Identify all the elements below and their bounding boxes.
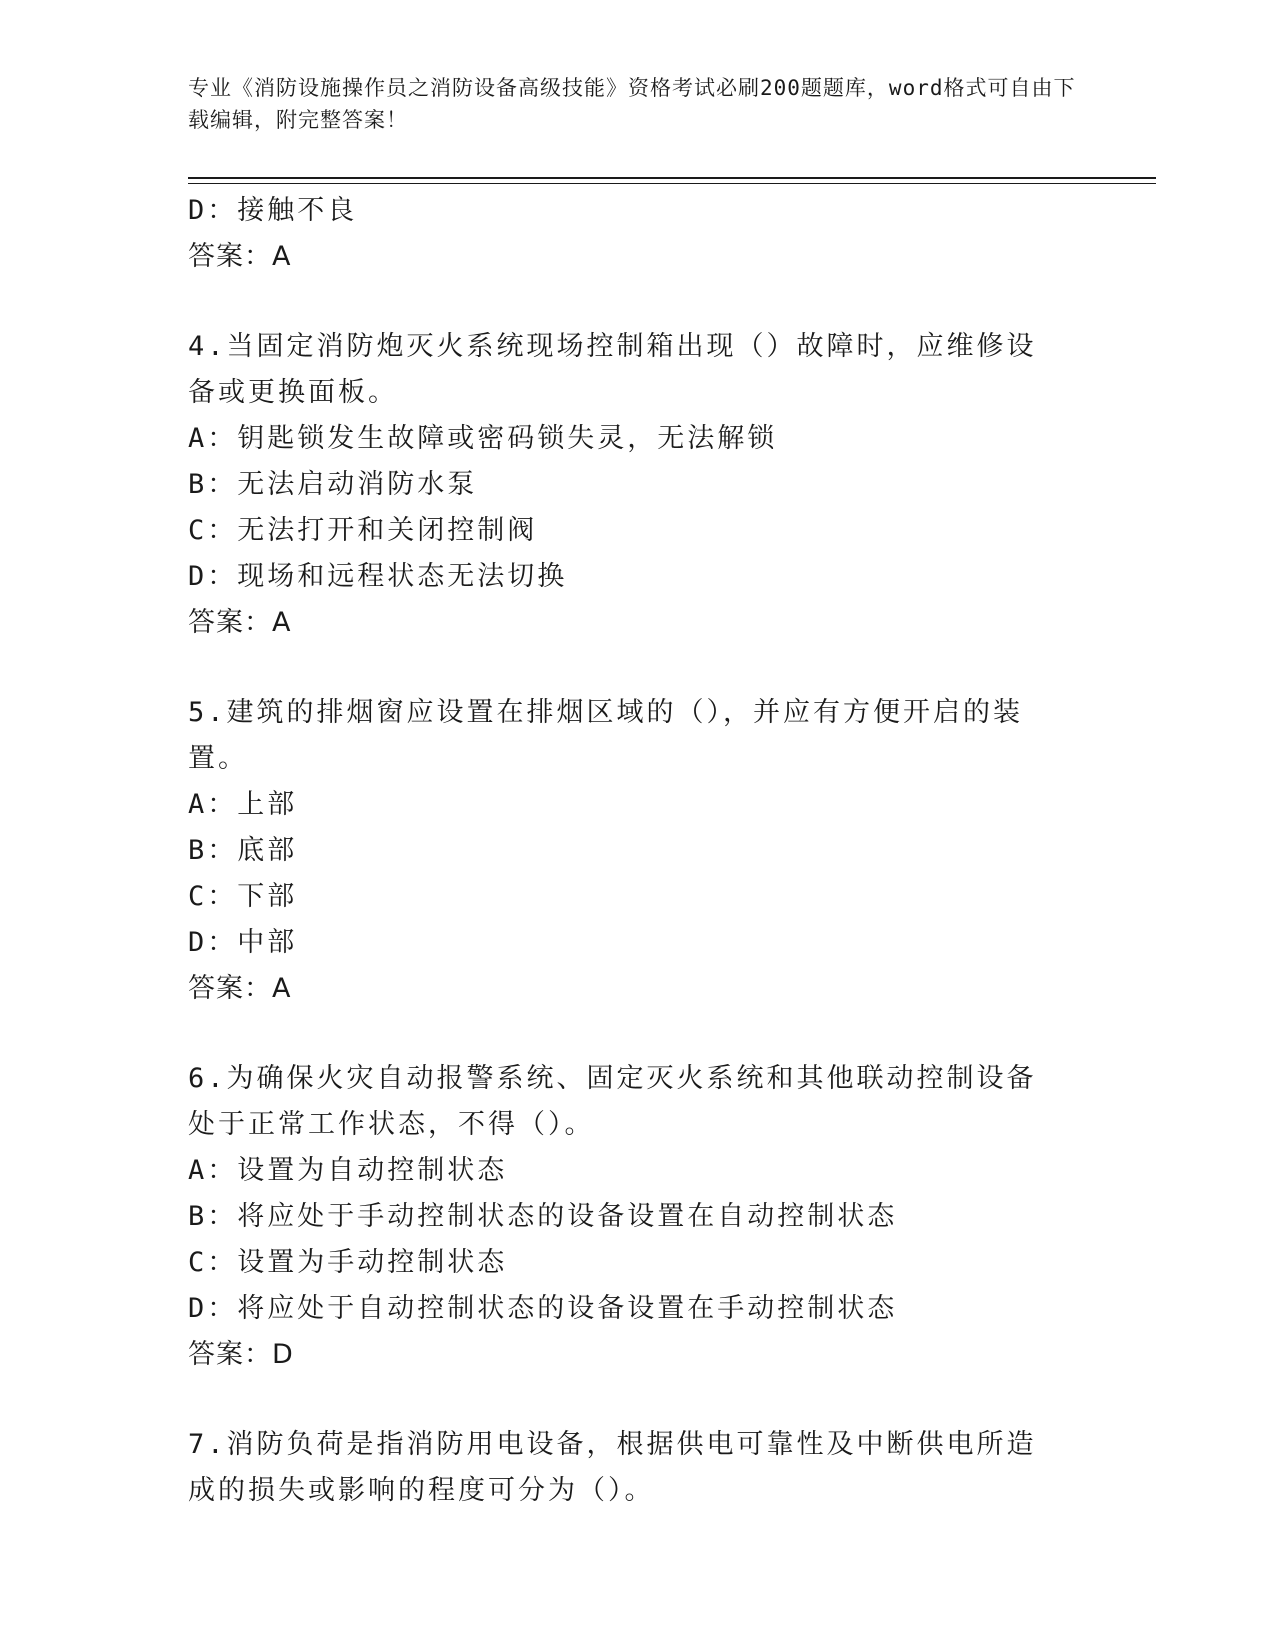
- answer: 答案：A: [188, 973, 292, 1004]
- option-d: D：现场和远程状态无法切换: [188, 561, 568, 592]
- answer: 答案：D: [188, 1339, 294, 1370]
- question-text: 6.为确保火灾自动报警系统、固定灭火系统和其他联动控制设备处于正常工作状态，不得（）。: [188, 1063, 1037, 1140]
- answer: 答案：A: [188, 241, 292, 272]
- answer: 答案：A: [188, 607, 292, 638]
- question-text: 4.当固定消防炮灭火系统现场控制箱出现（）故障时，应维修设备或更换面板。: [188, 331, 1037, 408]
- question-7: [188, 1422, 1078, 1514]
- option-a: A：钥匙锁发生故障或密码锁失灵，无法解锁: [188, 423, 778, 454]
- option-d: D：接触不良: [188, 195, 358, 226]
- document-header: 专业《消防设施操作员之消防设备高级技能》资格考试必刷200题题库，word格式可自由下载编辑，附完整答案！: [188, 76, 1076, 132]
- question-6: [188, 1056, 1078, 1378]
- question-5: [188, 690, 1078, 1012]
- option-b: B：底部: [188, 835, 298, 866]
- option-b: B：将应处于手动控制状态的设备设置在自动控制状态: [188, 1201, 898, 1232]
- option-c: C：下部: [188, 881, 298, 912]
- option-a: A：上部: [188, 789, 298, 820]
- option-c: C：设置为手动控制状态: [188, 1247, 508, 1278]
- option-d: D：中部: [188, 927, 298, 958]
- question-4: [188, 324, 1078, 646]
- option-c: C：无法打开和关闭控制阀: [188, 515, 538, 546]
- option-b: B：无法启动消防水泵: [188, 469, 478, 500]
- header-divider-thin: [188, 183, 1156, 184]
- question-content: [188, 188, 1078, 1514]
- question-text: 7.消防负荷是指消防用电设备，根据供电可靠性及中断供电所造成的损失或影响的程度可分为（）。: [188, 1429, 1037, 1506]
- option-d: D：将应处于自动控制状态的设备设置在手动控制状态: [188, 1293, 898, 1324]
- header-divider-thick: [188, 177, 1156, 179]
- question-text: 5.建筑的排烟窗应设置在排烟区域的（），并应有方便开启的装置。: [188, 697, 1024, 774]
- option-a: A：设置为自动控制状态: [188, 1155, 508, 1186]
